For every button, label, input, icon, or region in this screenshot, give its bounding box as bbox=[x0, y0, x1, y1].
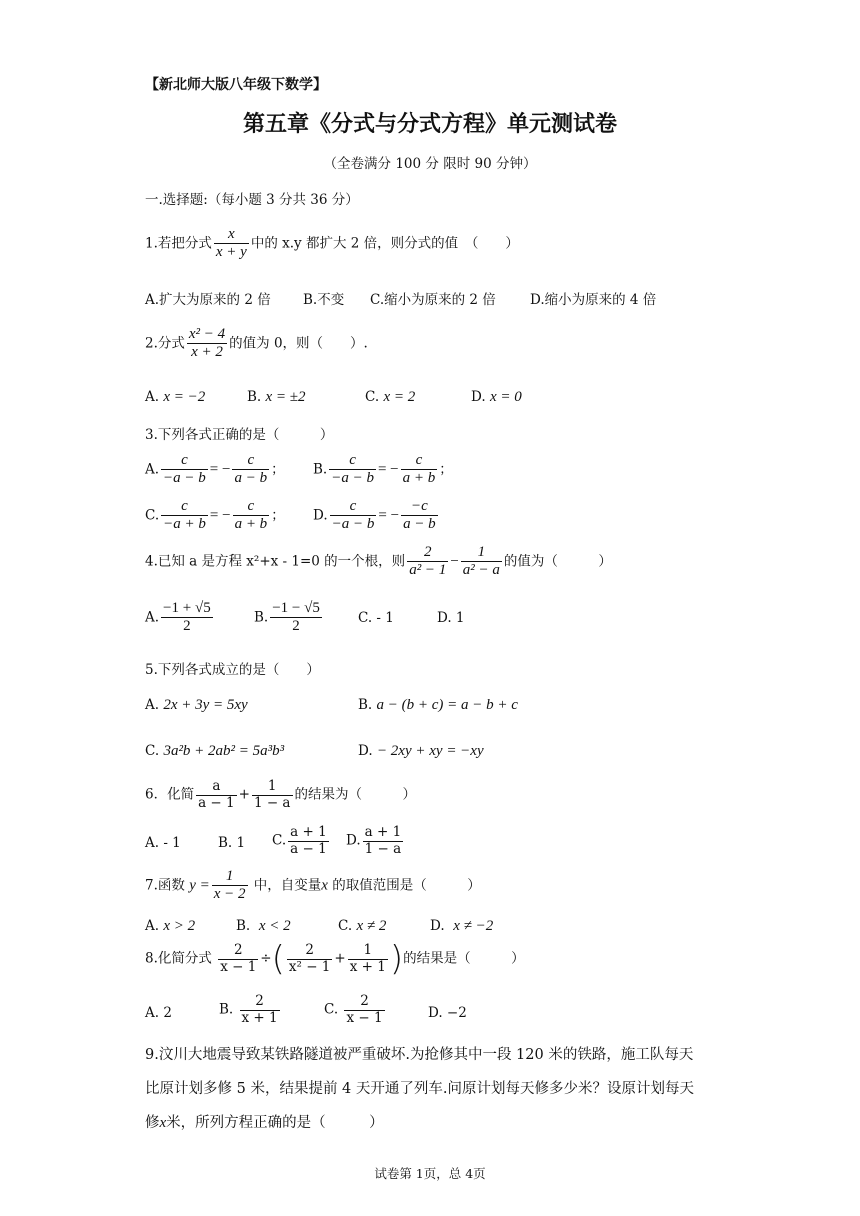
question-5-stem: 5.下列各式成立的是（ ） bbox=[145, 662, 320, 678]
question-9-line-3: 修x米，所列方程正确的是（ ） bbox=[145, 1115, 384, 1131]
page-title: 第五章《分式与分式方程》单元测试卷 bbox=[242, 111, 617, 137]
q7-option-a: A. x > 2 bbox=[145, 918, 196, 934]
page-subtitle: （全卷满分 100 分 限时 90 分钟） bbox=[323, 156, 537, 172]
q2-option-a: A. x = −2 bbox=[145, 389, 206, 405]
page-footer: 试卷第 1页，总 4页 bbox=[374, 1166, 486, 1181]
q4-option-d: D. 1 bbox=[437, 610, 465, 626]
question-3-stem: 3.下列各式正确的是（ ） bbox=[145, 427, 334, 443]
q7-option-b: B. x < 2 bbox=[236, 918, 291, 934]
question-6-stem: 6．化简 $\frac{a}{a - 1}$ + $\frac{1}{1 - a}$ 的结果为（ ） bbox=[145, 778, 416, 811]
q2-option-d: D. x = 0 bbox=[471, 389, 522, 405]
q5-option-a: A. 2x + 3y = 5xy bbox=[145, 697, 248, 713]
q8-option-a: A. 2 bbox=[145, 1005, 172, 1021]
q2-option-b: B. x = ±2 bbox=[247, 389, 306, 405]
q1-option-d: D.缩小为原来的 4 倍 bbox=[530, 292, 657, 308]
question-8-stem: 8.化简分式 $\frac{2}{x - 1}$ ÷( $\frac{2}{\text{x² − 1}}$ + $\frac{1}{x + 1}$ )的结果是（ ） bbox=[145, 939, 525, 979]
q2-fraction bbox=[187, 326, 227, 362]
q2-num: x² − 4 bbox=[188, 326, 226, 342]
q4-option-a: A. $\frac{-1 + √5}{2}$ bbox=[145, 600, 211, 635]
question-4-stem: 4.已知 a 是方程 x²+x - 1=0 的一个根，则 $\frac{2}{\text{a² − 1}}$ − $\frac{1}{\text{a² − a}}$ 的值为（ ） bbox=[145, 544, 612, 579]
question-1-stem bbox=[145, 226, 519, 262]
q1-stem-pre: 1.若把分式 bbox=[145, 235, 212, 252]
q8-option-c: C. $\frac{2}{x - 1}$ bbox=[324, 993, 383, 1026]
q2-option-c: C. x = 2 bbox=[365, 389, 416, 405]
q6-option-d: D. $\frac{a + 1}{1 - a}$ bbox=[346, 824, 402, 857]
q1-num: x bbox=[228, 226, 235, 242]
q2-den: x + 2 bbox=[191, 344, 223, 361]
q8-option-b: B. $\frac{2}{x + 1}$ bbox=[219, 993, 278, 1026]
q1-option-c: C.缩小为原来的 2 倍 bbox=[370, 292, 496, 308]
q5-option-d: D. − 2xy + xy = −xy bbox=[358, 743, 484, 759]
q5-option-c: C. 3a²b + 2ab² = 5a³b³ bbox=[145, 743, 285, 759]
section-heading: 一.选择题:（每小题 3 分共 36 分） bbox=[145, 192, 359, 208]
question-9-line-2: 比原计划多修 5 米，结果提前 4 天开通了列车.问原计划每天修多少米？设原计划每天 bbox=[145, 1081, 694, 1097]
question-2-stem bbox=[145, 326, 368, 362]
q1-stem-post: 中的 x.y 都扩大 2 倍，则分式的值 （ ） bbox=[250, 235, 519, 252]
q3-option-c: C. $\frac{c}{-a + b}$ = − $\frac{c}{a + b}$ ； bbox=[145, 498, 285, 533]
q4-option-c: C. - 1 bbox=[358, 610, 394, 626]
series-tag: 【新北师大版八年级下数学】 bbox=[145, 77, 327, 93]
q2-stem-pre: 2.分式 bbox=[145, 335, 185, 352]
question-9-line-1: 9.汶川大地震导致某铁路隧道被严重破坏.为抢修其中一段 120 米的铁路，施工队每天 bbox=[145, 1047, 694, 1063]
question-7-stem: 7.函数 y = $\frac{1}{x - 2}$ 中，自变量x 的取值范围是（ ） bbox=[145, 868, 481, 903]
q1-option-a: A.扩大为原来的 2 倍 bbox=[145, 292, 271, 308]
q5-option-b: B. a − (b + c) = a − b + c bbox=[358, 697, 518, 713]
q6-option-b: B. 1 bbox=[218, 835, 246, 851]
q1-den: x + y bbox=[215, 244, 247, 261]
q6-option-a: A. - 1 bbox=[145, 835, 181, 851]
q7-option-c: C. x ≠ 2 bbox=[338, 918, 387, 934]
q3-option-d: D. $\frac{c}{-a - b}$ = − $\frac{-c}{a - b}$ bbox=[313, 498, 436, 533]
q7-option-d: D. x ≠ −2 bbox=[430, 918, 494, 934]
q3-option-a: A. $\frac{c}{-a - b}$ = − $\frac{c}{a - b}$ ； bbox=[145, 452, 285, 487]
q6-option-c: C. $\frac{a + 1}{a - 1}$ bbox=[272, 824, 327, 857]
q2-stem-post: 的值为 0，则（ ）. bbox=[229, 335, 368, 352]
q1-fraction bbox=[214, 226, 249, 262]
q8-option-d: D. −2 bbox=[428, 1005, 467, 1021]
q1-option-b: B.不变 bbox=[303, 292, 345, 308]
q4-option-b: B. $\frac{-1 - √5}{2}$ bbox=[254, 600, 320, 635]
q3-option-b: B. $\frac{c}{-a - b}$ = − $\frac{c}{a + b}$ ； bbox=[313, 452, 453, 487]
